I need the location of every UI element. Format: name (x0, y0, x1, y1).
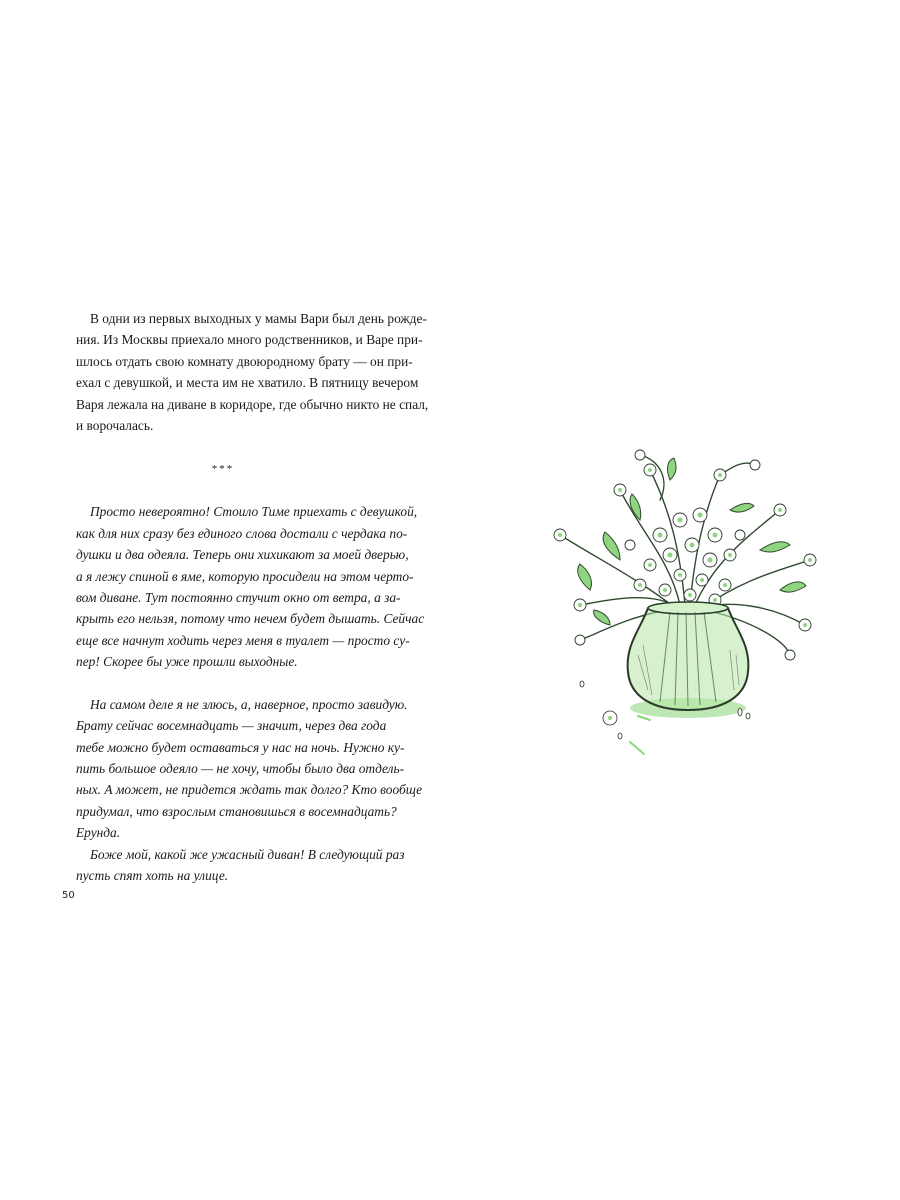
flower-vase-icon (520, 440, 860, 780)
text-line: На самом деле я не злюсь, а, наверное, просто завидую. (90, 696, 408, 712)
paragraph-gap (62, 673, 384, 694)
text-line: Боже мой, какой же ужасный диван! В следующий раз (90, 846, 405, 862)
text-line: Просто невероятно! Стоило Тиме приехать с девушкой, (90, 504, 418, 520)
text-line: как для них сразу без единого слова достали с чердака по- (76, 525, 408, 541)
paragraph-diary-3 (62, 844, 405, 887)
flower-vase-illustration (520, 440, 860, 780)
text-line: Брату сейчас восемнадцать — значит, через два года (76, 718, 387, 734)
text-line: ехал с девушкой, и места им не хватило. В пятницу вечером (76, 375, 419, 391)
text-line: пить большое одеяло — не хочу, чтобы было два отдель- (76, 760, 405, 776)
section-separator: *** (211, 463, 235, 476)
text-line: вом диване. Тут постоянно стучит окно от ветра, а за- (76, 590, 401, 606)
text-line: еще все начнут ходить через меня в туалет — просто су- (76, 632, 410, 648)
text-line: Ерунда. (76, 825, 121, 841)
text-line: ния. Из Москвы приехало много родственников, и Варе при- (76, 332, 423, 348)
page-number: 50 (62, 890, 75, 901)
text-line: крыть его нельзя, потому что нечем будет дышать. Сейчас (76, 611, 425, 627)
text-line: шлось отдать свою комнату двоюродному брату — он при- (76, 353, 413, 369)
paragraph-diary-1 (62, 501, 425, 672)
text-line: Варя лежала на диване в коридоре, где обычно никто не спал, (76, 396, 429, 412)
text-line: и ворочалась. (76, 418, 154, 434)
text-line: пусть спят хоть на улице. (76, 867, 229, 883)
text-line: ных. А может, не придется ждать так долго? Кто вообще (76, 782, 423, 798)
text-line: а я лежу спиной в яме, которую просидели на этом черто- (76, 568, 414, 584)
text-line: пер! Скорее бы уже прошли выходные. (76, 654, 298, 670)
text-line: душки и два одеяла. Теперь они хихикают за моей дверью, (76, 547, 409, 563)
paragraph-diary-2 (62, 694, 423, 844)
body-text (62, 308, 429, 886)
text-line: тебе можно будет оставаться у нас на ночь. Нужно ку- (76, 739, 405, 755)
text-line: В одни из первых выходных у мамы Вари был день рожде- (90, 311, 427, 326)
paragraph-narration (62, 308, 429, 436)
text-line: придумал, что взрослым становишься в восемнадцать? (76, 803, 397, 819)
